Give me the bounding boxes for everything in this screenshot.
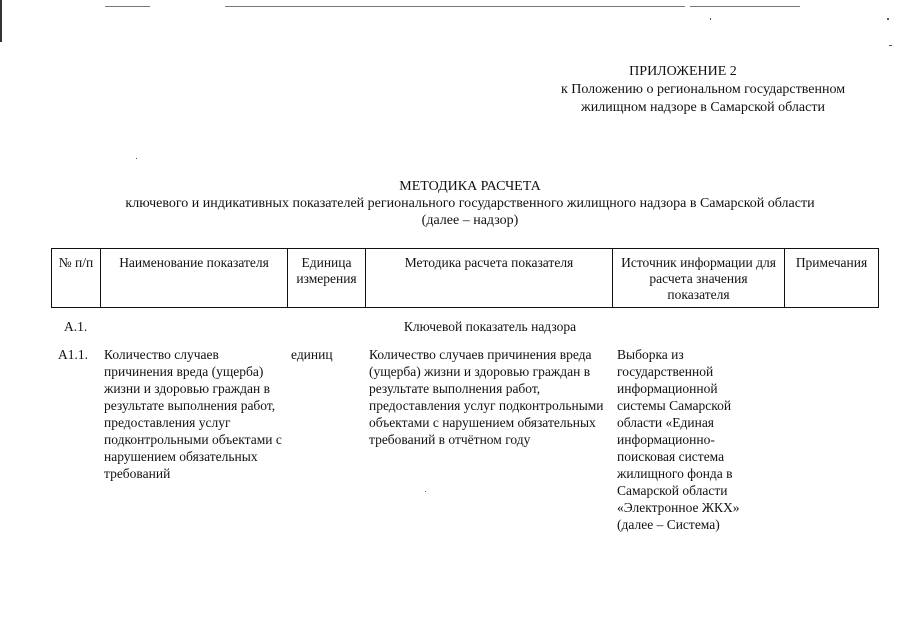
appendix-header xyxy=(533,63,873,117)
scan-speck xyxy=(889,45,892,46)
header-source: Источник информации для расчета значения показателя xyxy=(613,249,785,308)
section-number: А.1. xyxy=(64,319,88,334)
document-subtitle: ключевого и индикативных показателей регионального государственного жилищного надзора в Самарской области xyxy=(125,196,815,211)
scan-line xyxy=(690,6,800,7)
table-header-row xyxy=(52,249,879,308)
appendix-line-1: к Положению о региональном государственном xyxy=(560,82,846,97)
section-title: Ключевой показатель надзора xyxy=(403,319,577,334)
header-name: Наименование показателя xyxy=(101,249,288,308)
scan-speck xyxy=(710,18,711,20)
appendix-line-2: жилищном надзоре в Самарской области xyxy=(581,100,825,115)
scan-speck xyxy=(136,158,137,159)
scan-speck xyxy=(887,18,889,20)
document-title-block xyxy=(60,178,880,229)
scan-edge-mark xyxy=(0,0,2,42)
document-abbreviation: (далее – надзор) xyxy=(421,213,519,228)
scan-line xyxy=(105,6,150,7)
header-note: Примечания xyxy=(785,249,879,308)
header-unit: Единица измерения xyxy=(288,249,366,308)
indicator-table-header xyxy=(51,248,879,308)
document-title: МЕТОДИКА РАСЧЕТА xyxy=(399,179,541,194)
scan-speck xyxy=(425,491,426,492)
row-method: Количество случаев причинения вреда (ущерба) жизни и здоровью граждан в результате выполнения работ, предоставления услуг подконтрольными объектами с нарушением обязательных требований в отчётном году xyxy=(369,347,604,447)
appendix-title: ПРИЛОЖЕНИЕ 2 xyxy=(629,64,737,79)
scan-line xyxy=(225,6,685,7)
row-unit: единиц xyxy=(291,347,333,362)
row-number: А1.1. xyxy=(58,347,88,362)
row-source: Выборка из государственной информационной системы Самарской области «Единая информационно-поисковая система жилищного фонда в Самарской области «Электронное ЖКХ» (далее – Система) xyxy=(617,347,740,532)
header-method: Методика расчета показателя xyxy=(366,249,613,308)
row-indicator-name: Количество случаев причинения вреда (ущерба) жизни и здоровью граждан в результате выполнения работ, предоставления услуг подконтрольными объектами с нарушением обязательных требований xyxy=(104,347,282,481)
header-num: № п/п xyxy=(52,249,101,308)
